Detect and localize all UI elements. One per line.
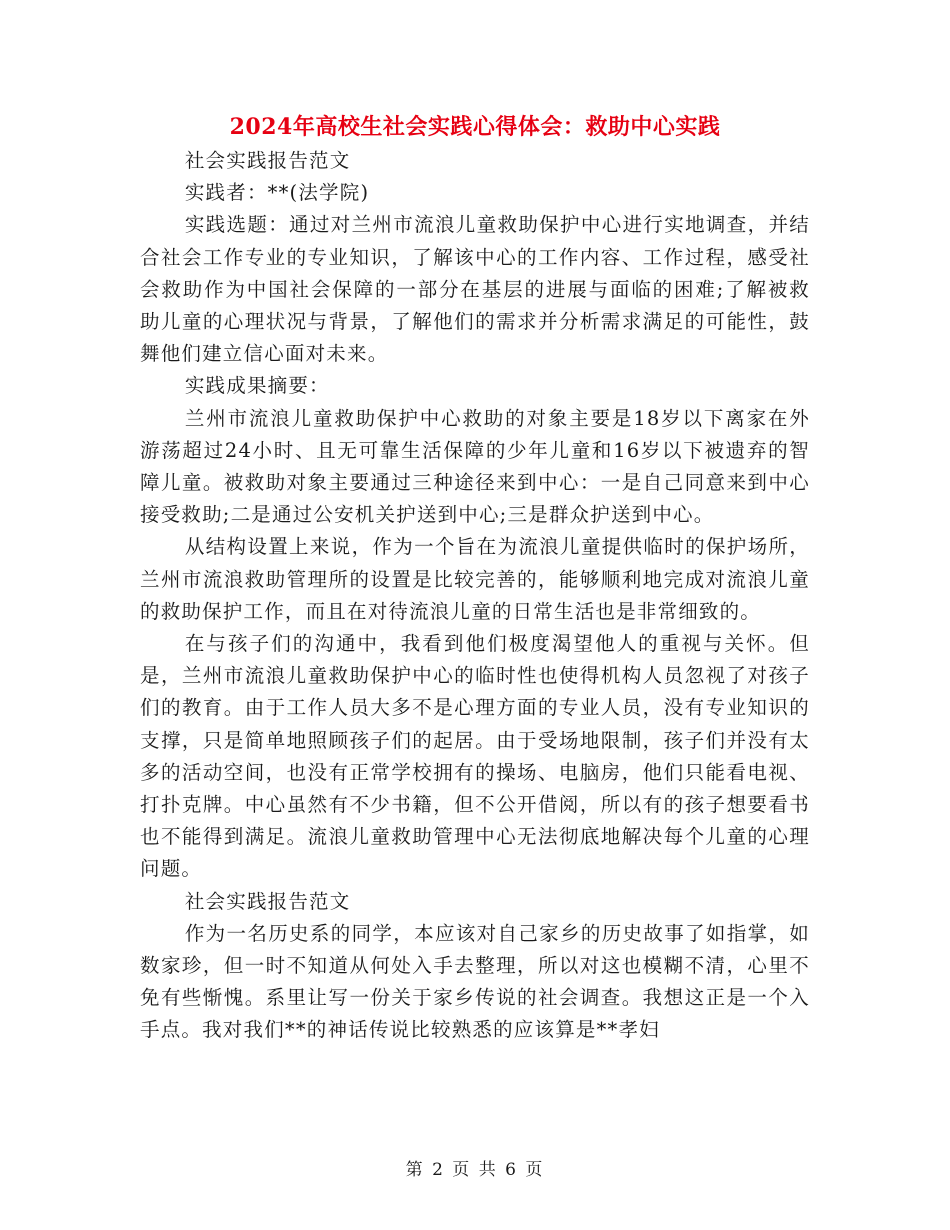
paragraph-report-label-2: 社会实践报告范文 (184, 889, 351, 913)
document-body (140, 145, 810, 1047)
paragraph-summary-heading: 实践成果摘要： (184, 374, 330, 398)
paragraph-structure: 从结构设置上来说，作为一个旨在为流浪儿童提供临时的保护场所，兰州市流浪救助管理所的设置是比较完善的，能够顺利地完成对流浪儿童的救助保护工作，而且在对待流浪儿童的日常生活也是非常细致的。 (140, 535, 810, 623)
paragraph-report-label: 社会实践报告范文 (184, 149, 351, 172)
paragraph-communication: 在与孩子们的沟通中，我看到他们极度渴望他人的重视与关怀。但是，兰州市流浪儿童救助保护中心的临时性也使得机构人员忽视了对孩子们的教育。由于工作人员大多不是心理方面的专业人员，没有专业知识的支撑，只是简单地照顾孩子们的起居。由于受场地限制，孩子们并没有太多的活动空间，也没有正常学校拥有的操场、电脑房，他们只能看电视、打扑克牌。中心虽然有不少书籍，但不公开借阅，所以有的孩子想要看书也不能得到满足。流浪儿童救助管理中心无法彻底地解决每个儿童的心理问题。 (140, 632, 810, 881)
page-footer: 第 2 页 共 6 页 (405, 1160, 545, 1180)
paragraph-rescue-targets: 兰州市流浪儿童救助保护中心救助的对象主要是18岁以下离家在外游荡超过24小时、且无可靠生活保障的少年儿童和16岁以下被遗弃的智障儿童。被救助对象主要通过三种途径来到中心：一是自己同意来到中心接受救助;二是通过公安机关护送到中心;三是群众护送到中心。 (140, 406, 810, 527)
paragraph-topic: 实践选题：通过对兰州市流浪儿童救助保护中心进行实地调查，并结合社会工作专业的专业知识，了解该中心的工作内容、工作过程，感受社会救助作为中国社会保障的一部分在基层的进展与面临的困难;了解被救助儿童的心理状况与背景，了解他们的需求并分析需求满足的可能性，鼓舞他们建立信心面对未来。 (140, 213, 810, 366)
paragraph-history-student: 作为一名历史系的同学，本应该对自己家乡的历史故事了如指掌，如数家珍，但一时不知道从何处入手去整理，所以对这也模糊不清，心里不免有些惭愧。系里让写一份关于家乡传说的社会调查。我想这正是一个入手点。我对我们**的神话传说比较熟悉的应该算是**孝妇 (140, 921, 810, 1042)
document-title: 2024年高校生社会实践心得体会：救助中心实践 (229, 114, 721, 140)
paragraph-practitioner: 实践者：**(法学院) (184, 181, 370, 205)
